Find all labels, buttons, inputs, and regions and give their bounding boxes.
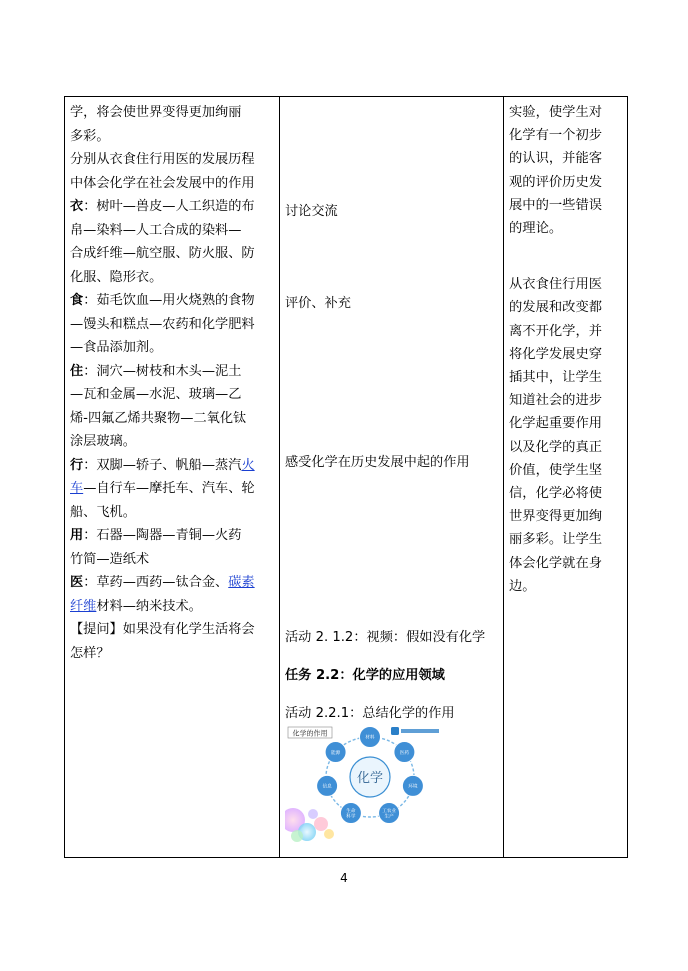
text-line: 将化学发展史穿 <box>509 346 603 362</box>
text-line: 展中的一些错误 <box>509 197 603 213</box>
diagram-node-label: 工农业生产 <box>382 809 396 820</box>
text-line: 学，将会使世界变得更加绚丽 <box>70 105 242 120</box>
tools-label: 用 <box>70 528 84 543</box>
lesson-table <box>64 96 628 858</box>
text-line: 的发展和改变都 <box>509 300 603 316</box>
medicine-line <box>70 571 276 595</box>
text-line: 船、飞机。 <box>70 504 136 520</box>
logo-wordmark <box>401 729 439 733</box>
text-line: —馒头和糕点—农药和化学肥料 <box>70 316 255 332</box>
text-line: 体会化学就在身 <box>509 555 603 571</box>
text-line: —瓦和金属—水泥、玻璃—乙 <box>70 387 242 402</box>
text-line: 涂层玻璃。 <box>70 434 136 449</box>
carbon-fiber-link[interactable]: 纤维 <box>70 598 97 614</box>
diagram-title: 化学的作用 <box>292 729 328 738</box>
text-line: 分别从衣食住行用医的发展历程 <box>70 152 255 167</box>
column-divider <box>503 97 504 857</box>
text-line: 竹简—造纸术 <box>70 551 150 567</box>
food-label: 食 <box>70 293 84 308</box>
question-line: 【提问】如果没有化学生活将会 <box>70 622 255 637</box>
tools-text: ：石器—陶器—青铜—火药 <box>83 528 242 543</box>
text-line: 世界变得更加绚 <box>509 509 603 525</box>
train-link[interactable]: 火 <box>241 457 255 473</box>
text-line: 化学有一个初步 <box>509 128 603 144</box>
center-label: 化学 <box>356 771 384 786</box>
text-line: 边。 <box>509 578 536 594</box>
activity-summary-text: 活动 2.2.1：总结化学的作用 <box>285 706 455 721</box>
housing-label: 住 <box>70 363 84 379</box>
text-line: 多彩。 <box>70 128 110 144</box>
spacer <box>509 240 621 263</box>
feel-text: 感受化学在历史发展中起的作用 <box>285 455 470 470</box>
diagram-node-label: 环境 <box>408 784 418 790</box>
task-heading: 任务 2.2：化学的应用领域 <box>285 668 445 683</box>
text-line: 的认识，并能客 <box>509 151 603 167</box>
food-line <box>70 289 276 313</box>
tools-line <box>70 524 276 548</box>
text-line <box>70 595 276 619</box>
page-number: 4 <box>340 871 348 885</box>
text-line: 实验，使学生对 <box>509 105 603 120</box>
text-line: 离不开化学，并 <box>509 323 603 339</box>
chemistry-role-diagram <box>285 724 443 842</box>
housing-text: ：洞穴—树枝和木头—泥土 <box>83 363 242 379</box>
carbon-fiber-link[interactable]: 碳素 <box>228 575 255 590</box>
decor-bubble <box>314 817 328 831</box>
text-line: 丽多彩。让学生 <box>509 532 603 548</box>
transport-text: —自行车—摩托车、汽车、轮 <box>83 481 255 496</box>
medicine-label: 医 <box>70 575 84 590</box>
student-activity-column <box>285 97 500 857</box>
discuss-text: 讨论交流 <box>285 204 338 219</box>
transport-line <box>70 454 276 478</box>
medicine-text: ：草药—西药—钛合金、 <box>83 575 229 590</box>
text-line: 的理论。 <box>509 221 563 237</box>
text-line: —食品添加剂。 <box>70 340 163 355</box>
text-line: 化服、隐形衣。 <box>70 269 163 285</box>
housing-line <box>70 360 276 384</box>
diagram-node-label: 材料 <box>365 735 375 741</box>
diagram-node-label: 能源 <box>330 750 341 756</box>
text-line: 中体会化学在社会发展中的作用 <box>70 175 255 191</box>
medicine-text: 材料—纳米技术。 <box>96 598 202 614</box>
diagram-node-label: 生命科学 <box>346 809 356 820</box>
train-link[interactable]: 车 <box>70 481 84 496</box>
diagram-node-label: 医药 <box>399 750 410 756</box>
question-line: 怎样？ <box>70 645 110 661</box>
text-line: 烯-四氟乙烯共聚物—二氧化钛 <box>70 410 247 426</box>
logo-icon <box>391 727 399 735</box>
text-line: 合成纤维—航空服、防火服、防 <box>70 246 255 261</box>
decor-bubble <box>308 809 318 819</box>
decor-bubble <box>291 830 303 842</box>
clothing-label: 衣 <box>70 199 84 214</box>
decor-bubble <box>324 829 334 839</box>
text-line: 从衣食住行用医 <box>509 277 603 293</box>
teacher-activity-column <box>70 101 276 665</box>
food-text: ：茹毛饮血—用火烧熟的食物 <box>83 293 255 308</box>
text-line: 插其中，让学生 <box>509 370 603 386</box>
transport-label: 行 <box>70 457 84 473</box>
clothing-text: ：树叶—兽皮—人工织造的布 <box>83 199 255 214</box>
column-divider <box>279 97 280 857</box>
text-line: 以及化学的真正 <box>509 439 603 455</box>
design-intent-column <box>509 101 621 598</box>
spacer <box>509 263 621 273</box>
transport-text: ：双脚—轿子、帆船—蒸汽 <box>83 457 242 473</box>
text-line <box>70 477 276 501</box>
activity-video-text: 活动 2. 1.2：视频：假如没有化学 <box>285 630 486 645</box>
evaluate-text: 评价、补充 <box>285 296 351 311</box>
text-line: 信，化学必将使 <box>509 486 603 502</box>
text-line: 知道社会的进步 <box>509 393 603 409</box>
text-line: 帛—染料—人工合成的染料— <box>70 222 242 238</box>
text-line: 价值，使学生坚 <box>509 462 603 478</box>
text-line: 化学起重要作用 <box>509 416 603 432</box>
diagram-node-label: 信息 <box>322 784 332 790</box>
clothing-line <box>70 195 276 219</box>
text-line: 观的评价历史发 <box>509 174 603 190</box>
